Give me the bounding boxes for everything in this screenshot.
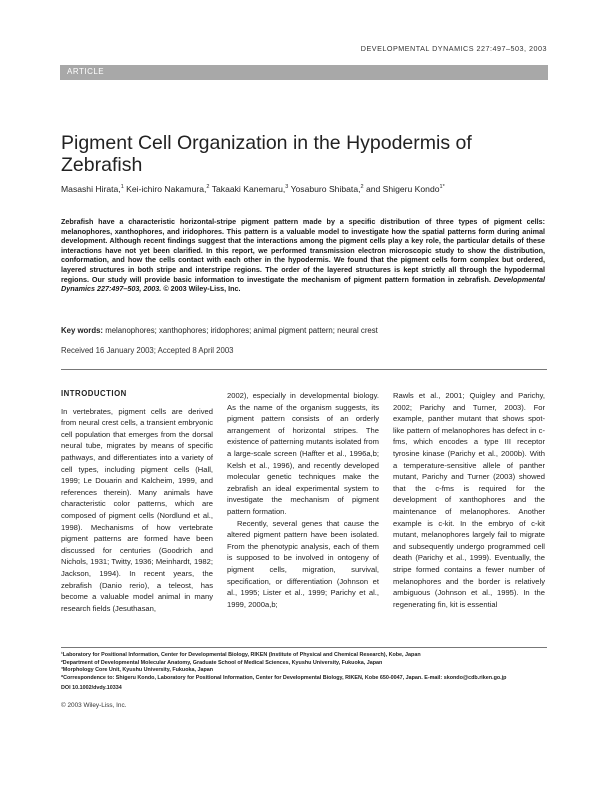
body-column-3 [393,390,545,640]
copyright: © 2003 Wiley-Liss, Inc. [61,702,127,709]
footnote-divider [61,647,547,648]
footnote: ¹Laboratory for Positional Information, Center for Developmental Biology, RIKEN (Institute of Physical and Chemical Research), Kobe, Japan [61,652,421,658]
section-heading: INTRODUCTION [61,390,127,398]
footnote: *Correspondence to: Shigeru Kondo, Laboratory for Positional Information, Center for Developmental Biology, RIKEN, Kobe 650-0047, Japan. E-mail: skondo@cdb.riken.go.jp [61,674,507,681]
section-bar [60,65,548,80]
keywords-label: Key words: [61,326,104,335]
author: Kei-ichiro Nakamura,$^2$ [126,184,210,194]
keywords-text: melanophores; xanthophores; iridophores; animal pigment pattern; neural crest [105,326,378,335]
journal-header: DEVELOPMENTAL DYNAMICS 227:497–503, 2003 [360,44,547,53]
divider [61,369,547,370]
keywords [61,326,545,335]
abstract-copyright: © 2003 Wiley-Liss, Inc. [163,284,241,294]
article-title: Pigment Cell Organization in the Hypodermis of Zebrafish [61,132,472,176]
abstract: Zebrafish have a characteristic horizontal-stripe pigment pattern made by a specific distribution of three types of pigment cells: melanophores, xanthophores, and iridophores. This pattern is a valuable model to investigate how the spatial patterns form during animal development. Although recent findings suggest that the interactions among the pigment cells play a key role, the particular details of these interactions have not yet been clarified. In this report, we performed transmission electron microscopic study to show the distribution, conformation, and how the cells contact with each other in the hypodermis. We found that the pigment cells form complex but ordered, layered structures in both stripe and interstripe regions. The order of the layered structures is kept strictly all through the hypodermal regions. Our study will provide basic information to investigate the mechanism of pigment pattern formation in zebrafish. Developmental Dynamics 227:497–503, 2003. © 2003 Wiley-Liss, Inc. [61,217,545,294]
footnote: ³Morphology Core Unit, Kyushu University, Fukuoka, Japan [61,667,214,673]
footnotes [61,652,545,693]
body-column-2 [227,390,379,640]
footnote: ²Department of Developmental Molecular Anatomy, Graduate School of Medical Sciences, Kyushu University, Fukuoka, Japan [61,659,383,666]
body-paragraph: 2002), especially in developmental biology. As the name of the organism suggests, its pigment pattern consists of an orderly arrangement of horizontal stripes. The existence of patterning mutants isolated from a large-scale screen (Haffter et al., 1996a,b; Kelsh et al., 1996), and recently developed molecular genetic techniques make the zebrafish an ideal experimental system to investigate the mechanism of pigment pattern formation. [227,391,379,516]
received-dates: Received 16 January 2003; Accepted 8 April 2003 [61,346,234,355]
body-paragraph: Rawls et al., 2001; Quigley and Parichy, 2002; Parichy and Turner, 2003). For example, panther mutant that shows spot-like pattern of melanophores has defect in c-fms, which encodes a type III receptor tyrosine kinase (Parichy et al., 2000b). With a temperature-sensitive allele of panther mutant, Parichy and Turner (2003) showed that the c-fms is required for the development of xanthophores and the maintenance of melanophores. Another example is c-kit. In the embryo of c-kit mutant, melanophores largely fail to migrate and subsequently undergo programmed cell death (Parichy et al., 1999). Eventually, the stripe formed contains a fewer number of melanophores and the border is relatively ambiguous (Johnson et al., 1995). In the regenerating fin, kit is essential [393,391,545,609]
body-paragraph: Recently, several genes that cause the altered pigment pattern have been isolated. From the phenotypic analysis, each of them is supposed to be involved in ontogeny of pigment cells, migration, survival, specification, or differentiation (Johnson et al., 1995; Lister et al., 1999; Parichy et al., 1999, 2000a,b; [227,518,379,609]
author-list [61,184,541,194]
abstract-citation: Developmental Dynamics 227:497–503, 2003. [61,274,545,294]
author: Masashi Hirata,$^1$ [61,184,124,194]
author: Takaaki Kanemaru,$^3$ [211,184,289,194]
body-column-1 [61,390,213,640]
author: Yosaburo Shibata,$^2$ [290,184,364,194]
body-paragraph: In vertebrates, pigment cells are derived from neural crest cells, a transient embryonic cell population that emerges from the dorsal neural tube, migrates by means of specific pathways, and differentiates into a variety of cell types, including pigment cells (Hall, 1999; Le Douarin and Kalcheim, 1999, and references therein). Many animals have characteristic color patterns, which are composed of pigment cells (Nordlund et al., 1998). Mechanisms of how vertebrate pigment patterns are formed have been discussed for centuries (Goodrich and Nichols, 1931; Twitty, 1936; Meinhardt, 1982; Jackson, 1994). In recent years, the zebrafish (Danio rerio), a teleost, has become a valuable model animal in many research fields (Jesuthasan, [61,406,213,613]
author: and Shigeru Kondo$^{1*}$ [365,184,445,194]
section-label: ARTICLE [67,67,105,76]
doi: DOI 10.1002/dvdy.10334 [61,685,122,691]
